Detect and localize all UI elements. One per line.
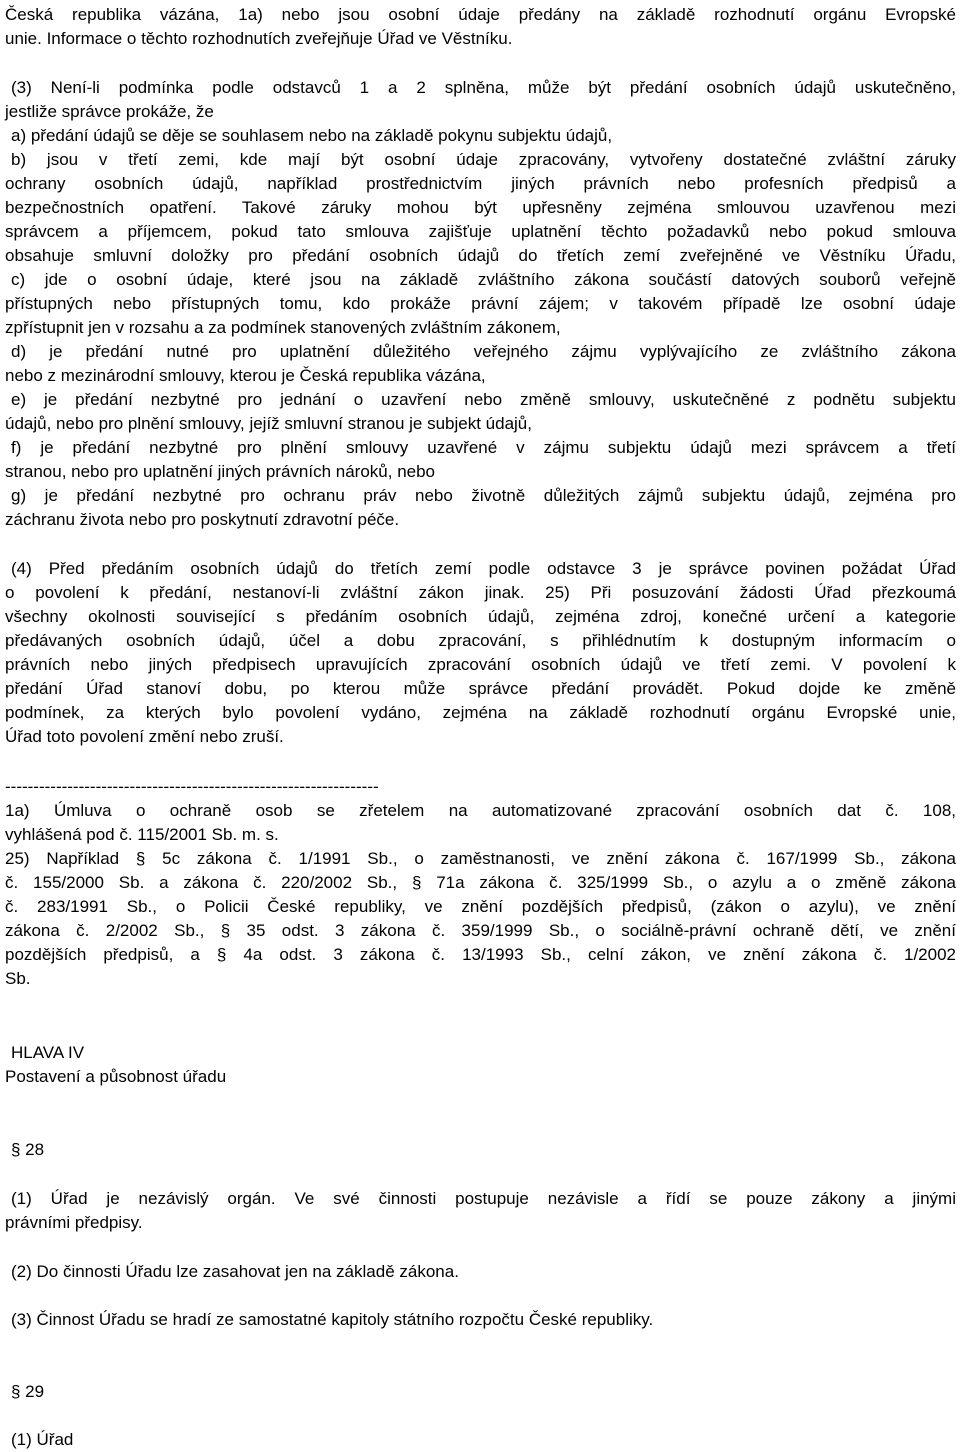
text-line: stranou, nebo pro uplatnění jiných právních nároků, nebo bbox=[5, 462, 436, 481]
text-line: o povolení k předání, nestanoví-li zvláštní zákon jinak. 25) Při posuzování žádosti Úřad přezkoumá bbox=[5, 583, 956, 602]
text-line: pozdějších předpisů, a § 4a odst. 3 zákona č. 13/1993 Sb., celní zákon, ve znění zákona č. 1/2002 bbox=[5, 945, 956, 964]
footnote-1a: 1a) Úmluva o ochraně osob se zřetelem na automatizované zpracování osobních dat č. 108, bbox=[5, 801, 956, 820]
item-a: a) předání údajů se děje se souhlasem nebo na základě pokynu subjektu údajů, bbox=[11, 126, 613, 145]
item-b: b) jsou v třetí zemi, kde mají být osobní údaje zpracovány, vytvořeny dostatečné zvláštní záruky bbox=[11, 150, 956, 169]
text-line: Úřad toto povolení změní nebo zruší. bbox=[5, 727, 284, 746]
item-g: g) je předání nezbytné pro ochranu práv nebo životně důležitých zájmů subjektu údajů, zejména pro bbox=[11, 486, 956, 505]
text-line: předání Úřad stanoví dobu, po kterou může správce předání provádět. Pokud dojde ke změně bbox=[5, 679, 956, 698]
section-28-paragraph-3: (3) Činnost Úřadu se hradí ze samostatné kapitoly státního rozpočtu České republiky. bbox=[11, 1310, 654, 1329]
section-28-paragraph-1: (1) Úřad je nezávislý orgán. Ve své činnosti postupuje nezávisle a řídí se pouze zákony a jinými bbox=[11, 1189, 956, 1208]
text-line: nebo z mezinárodní smlouvy, kterou je Česká republika vázána, bbox=[5, 366, 486, 385]
item-c: c) jde o osobní údaje, které jsou na základě zvláštního zákona součástí datových souborů veřejně bbox=[11, 270, 956, 289]
section-29-heading: § 29 bbox=[11, 1382, 45, 1401]
text-line: právních nebo jiných předpisech upravujících zpracování osobních údajů ve třetí zemi. V povolení k bbox=[5, 655, 956, 674]
item-f: f) je předání nezbytné pro plnění smlouvy uzavřené v zájmu subjektu údajů mezi správcem a třetí bbox=[11, 438, 956, 457]
text-line: jestliže správce prokáže, že bbox=[5, 102, 214, 121]
text-line: zpřístupnit jen v rozsahu a za podmínek stanovených zvláštním zákonem, bbox=[5, 318, 561, 337]
paragraph-3-line: (3) Není-li podmínka podle odstavců 1 a 2 splněna, může být předání osobních údajů uskutečněno, bbox=[11, 78, 956, 97]
text-line: ochrany osobních údajů, například prostřednictvím jiných právních nebo profesních předpisů a bbox=[5, 174, 956, 193]
text-line: přístupných nebo přístupných tomu, kdo prokáže právní zájem; v takovém případě lze osobní údaje bbox=[5, 294, 956, 313]
item-e: e) je předání nezbytné pro jednání o uzavření nebo změně smlouvy, uskutečněné z podnětu subjektu bbox=[11, 390, 956, 409]
section-29-paragraph-1: (1) Úřad bbox=[11, 1430, 74, 1449]
text-line: záchranu života nebo pro poskytnutí zdravotní péče. bbox=[5, 510, 400, 529]
text-line: bezpečnostních opatření. Takové záruky mohou být upřesněny zejména smlouvou uzavřenou mezi bbox=[5, 198, 956, 217]
footnote-25: 25) Například § 5c zákona č. 1/1991 Sb., o zaměstnanosti, ve znění zákona č. 167/1999 Sb., zákona bbox=[5, 849, 956, 868]
text-line: Česká republika vázána, 1a) nebo jsou osobní údaje předány na základě rozhodnutí orgánu Evropské bbox=[5, 5, 956, 24]
text-line: správcem a příjemcem, pokud tato smlouva zajišťuje uplatnění těchto požadavků nebo pokud smlouva bbox=[5, 222, 956, 241]
text-line: podmínek, za kterých bylo povolení vydáno, zejména na základě rozhodnutí orgánu Evropské unie, bbox=[5, 703, 956, 722]
text-line: unie. Informace o těchto rozhodnutích zveřejňuje Úřad ve Věstníku. bbox=[5, 29, 513, 48]
text-line: Sb. bbox=[5, 969, 31, 988]
chapter-heading: HLAVA IV bbox=[11, 1043, 85, 1062]
text-line: č. 283/1991 Sb., o Policii České republiky, ve znění pozdějších předpisů, (zákon o azylu), ve znění bbox=[5, 897, 956, 916]
section-28-heading: § 28 bbox=[11, 1140, 45, 1159]
text-line: údajů, nebo pro plnění smlouvy, jejíž smluvní stranou je subjekt údajů, bbox=[5, 414, 532, 433]
item-d: d) je předání nutné pro uplatnění důležitého veřejného zájmu vyplývajícího ze zvláštního zákona bbox=[11, 342, 956, 361]
footnote-separator: ------------------------------------------------------------------ bbox=[5, 777, 379, 796]
section-28-paragraph-2: (2) Do činnosti Úřadu lze zasahovat jen na základě zákona. bbox=[11, 1262, 459, 1281]
chapter-title: Postavení a působnost úřadu bbox=[5, 1067, 227, 1086]
text-line: všechny okolnosti související s předáním osobních údajů, zejména zdroj, konečné určení a kategorie bbox=[5, 607, 956, 626]
text-line: vyhlášená pod č. 115/2001 Sb. m. s. bbox=[5, 825, 279, 844]
text-line: č. 155/2000 Sb. a zákona č. 220/2002 Sb., § 71a zákona č. 325/1999 Sb., o azylu a o změně zákona bbox=[5, 873, 956, 892]
text-line: zákona č. 2/2002 Sb., § 35 odst. 3 zákona č. 359/1999 Sb., o sociálně-právní ochraně dětí, ve znění bbox=[5, 921, 956, 940]
text-line: právními předpisy. bbox=[5, 1213, 143, 1232]
text-line: obsahuje smluvní doložky pro předání osobních údajů do třetích zemí zveřejněné ve Věstníku Úřadu, bbox=[5, 246, 956, 265]
paragraph-4-line: (4) Před předáním osobních údajů do třetích zemí podle odstavce 3 je správce povinen požádat Úřad bbox=[11, 559, 956, 578]
text-line: předávaných osobních údajů, účel a dobu zpracování, s přihlédnutím k dostupným informacím o bbox=[5, 631, 956, 650]
